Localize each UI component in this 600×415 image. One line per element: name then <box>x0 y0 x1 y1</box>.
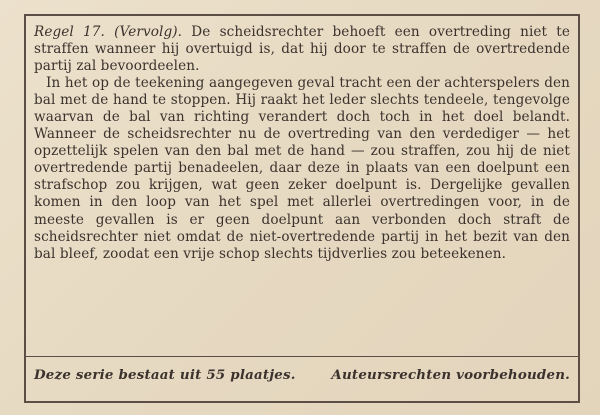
paragraph-1-text: De scheidsrechter behoeft een overtreding niet te straffen wanneer hij overtuigd is, dat hij door te straffen de overtredende partij zal bevoordeelen. <box>34 24 570 75</box>
paragraph-2: In het op de teekening aangegeven geval tracht een der achterspelers den bal met de hand te stoppen. Hij raakt het leder slechts tendeele, tengevolge waarvan de bal van richting verandert doch toch in het doel belandt. Wanneer de scheidsrechter nu de overtreding van den verdediger — het opzettelijk spelen van den bal met de hand — zou straffen, zou hij de niet overtredende partij benadeelen, daar deze in plaats van een doelpunt een strafschop zou krijgen, wat geen zeker doelpunt is. Dergelijke gevallen komen in den loop van het spel met allerlei overtredingen voor, in de meeste gevallen is er geen doelpunt aan verbonden doch straft de scheidsrechter niet omdat de niet-overtredende partij in het bezit van den bal bleef, zoodat een vrije schop slechts tijdverlies zou beteekenen. <box>34 75 570 262</box>
paragraph-1 <box>34 24 570 75</box>
rule-reference: Regel 17. (Vervolg). <box>34 24 183 40</box>
copyright-note: Auteursrechten voorbehouden. <box>331 367 570 383</box>
rule-text <box>34 24 570 263</box>
footer-divider <box>24 356 580 357</box>
footer <box>34 367 570 383</box>
series-note: Deze serie bestaat uit 55 plaatjes. <box>34 367 296 383</box>
